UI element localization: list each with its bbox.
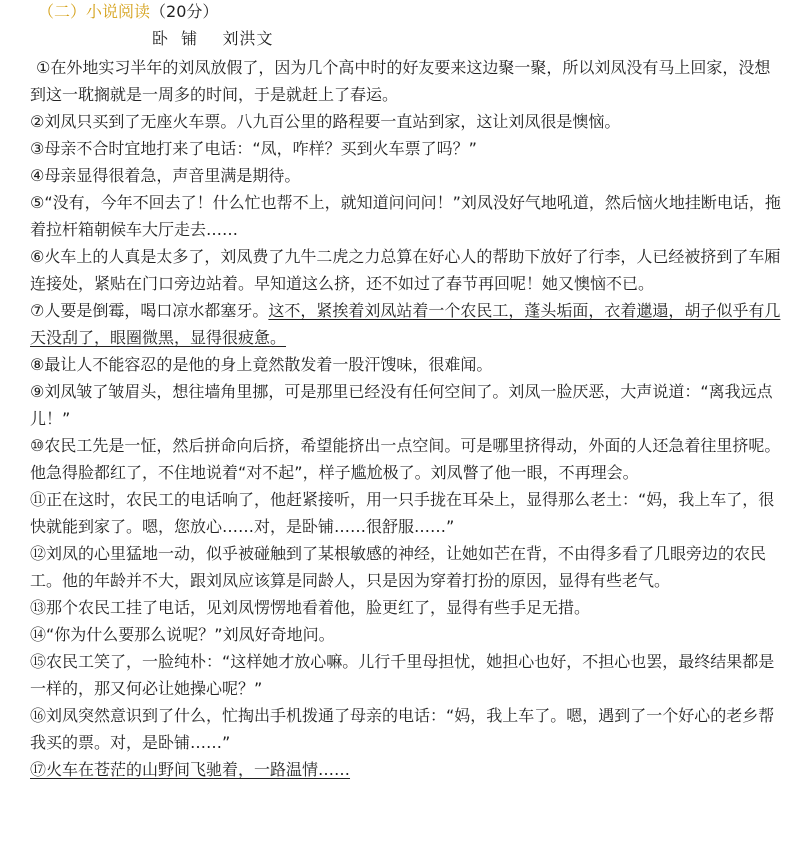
paragraph-4: ④母亲显得很着急，声音里满是期待。 bbox=[30, 166, 301, 185]
section-label: （二）小说阅读 bbox=[38, 2, 151, 21]
paragraph-2: ②刘凤只买到了无座火车票。八九百公里的路程要一直站到家，这让刘凤很是懊恼。 bbox=[30, 112, 621, 131]
paragraph-12: ⑫刘凤的心里猛地一动，似乎被碰触到了某根敏感的神经，让她如芒在背，不由得多看了几眼旁边的农民工。他的年龄并不大，跟刘凤应该算是同龄人，只是因为穿着打扮的原因，显得有些老气。 bbox=[30, 544, 767, 590]
story-body bbox=[30, 54, 781, 783]
section-heading bbox=[30, 0, 781, 24]
paragraph-8: ⑧最让人不能容忍的是他的身上竟然散发着一股汗馊味，很难闻。 bbox=[30, 355, 493, 374]
paragraph-16: ⑯刘凤突然意识到了什么，忙掏出手机拨通了母亲的电话：“妈，我上车了。嗯，遇到了一个好心的老乡帮我买的票。对，是卧铺……” bbox=[30, 706, 775, 752]
paragraph-6: ⑥火车上的人真是太多了，刘凤费了九牛二虎之力总算在好心人的帮助下放好了行李，人已经被挤到了车厢连接处，紧贴在门口旁边站着。早知道这么挤，还不如过了春节再回呢！她又懊恼不已。 bbox=[30, 247, 781, 293]
paragraph-17 bbox=[30, 756, 781, 783]
section-score: （20分） bbox=[150, 2, 219, 21]
paragraph-9: ⑨刘凤皱了皱眉头，想往墙角里挪，可是那里已经没有任何空间了。刘凤一脸厌恶，大声说道：“离我远点儿！” bbox=[30, 382, 773, 428]
paragraph-15: ⑮农民工笑了，一脸纯朴：“这样她才放心嘛。儿行千里母担忧，她担心也好，不担心也罢，最终结果都是一样的，那又何必让她操心呢？” bbox=[30, 652, 775, 698]
paragraph-7-underlined-text: 这不，紧挨着刘凤站着一个农民工，蓬头垢面，衣着邋遢，胡子似乎有几天没刮了，眼圈微黑，显得很疲惫。 bbox=[30, 301, 781, 347]
paragraph-1: ①在外地实习半年的刘凤放假了，因为几个高中时的好友要来这边聚一聚，所以刘凤没有马上回家，没想到这一耽搁就是一周多的时间，于是就赶上了春运。 bbox=[30, 58, 771, 104]
paragraph-7-text: ⑦人要是倒霉，喝口凉水都塞牙。 bbox=[30, 301, 269, 320]
paragraph-10: ⑩农民工先是一怔，然后拼命向后挤，希望能挤出一点空间。可是哪里挤得动，外面的人还急着往里挤呢。他急得脸都红了，不住地说着“对不起”，样子尴尬极了。刘凤瞥了他一眼，不再理会。 bbox=[30, 436, 781, 482]
paragraph-14: ⑭“你为什么要那么说呢？”刘凤好奇地问。 bbox=[30, 625, 335, 644]
paragraph-17-underlined-text: ⑰火车在苍茫的山野间飞驰着，一路温情…… bbox=[30, 760, 351, 779]
paragraph-5: ⑤“没有，今年不回去了！什么忙也帮不上，就知道问问问！”刘凤没好气地吼道，然后恼火地挂断电话，拖着拉杆箱朝候车大厅走去…… bbox=[30, 193, 781, 239]
paragraph-11: ⑪正在这时，农民工的电话响了，他赶紧接听，用一只手拢在耳朵上，显得那么老土：“妈，我上车了，很快就能到家了。嗯，您放心……对，是卧铺……很舒服……” bbox=[30, 490, 775, 536]
story-title: 卧 铺 刘洪文 bbox=[152, 29, 274, 48]
paragraph-13: ⑬那个农民工挂了电话，见刘凤愣愣地看着他，脸更红了，显得有些手足无措。 bbox=[30, 598, 591, 617]
paragraph-7 bbox=[30, 297, 781, 351]
paragraph-3: ③母亲不合时宜地打来了电话：“凤，咋样？买到火车票了吗？” bbox=[30, 139, 477, 158]
